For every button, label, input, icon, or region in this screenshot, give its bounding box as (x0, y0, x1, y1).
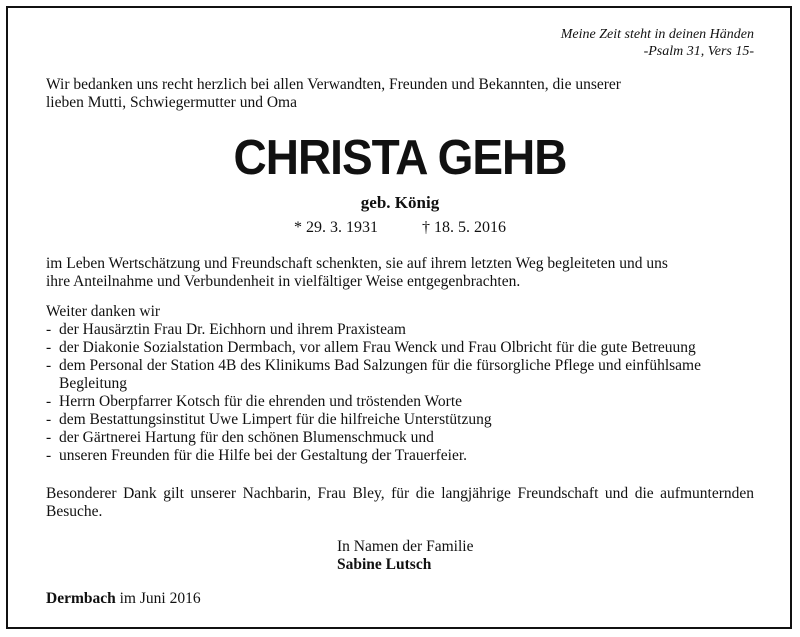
thanks-line-1: im Leben Wertschätzung und Freundschaft schenkten, sie auf ihrem letzten Weg begleiteten und uns (46, 255, 668, 272)
life-dates (0, 218, 800, 238)
list-dash: - (46, 321, 52, 338)
birth-date: * 29. 3. 1931 (294, 219, 378, 236)
list-dash: - (46, 393, 52, 410)
thanks-paragraph (46, 255, 754, 291)
list-item (46, 411, 754, 429)
list-item-text: Herrn Oberpfarrer Kotsch für die ehrenden und tröstenden Worte (59, 393, 463, 410)
intro-paragraph (46, 76, 754, 112)
further-thanks-section (46, 303, 754, 465)
list-item-text: der Diakonie Sozialstation Dermbach, vor allem Frau Wenck und Frau Olbricht für die gute Betreuung (59, 339, 696, 356)
intro-line-1: Wir bedanken uns recht herzlich bei allen Verwandten, Freunden und Bekannten, die unserer (46, 76, 621, 93)
motto-line: Meine Zeit steht in deinen Händen (560, 27, 754, 42)
list-item (46, 357, 754, 393)
list-item (46, 339, 754, 357)
date-text: im Juni 2016 (119, 590, 201, 607)
list-item-text: der Hausärztin Frau Dr. Eichhorn und ihrem Praxisteam (59, 321, 406, 338)
list-dash: - (46, 411, 52, 428)
list-dash: - (46, 357, 52, 374)
motto-reference: -Psalm 31, Vers 15- (643, 44, 754, 59)
thanks-line-2: ihre Anteilnahme und Verbundenheit in vielfältiger Weise entgegenbrachten. (46, 273, 521, 290)
list-item (46, 447, 754, 465)
list-dash: - (46, 447, 52, 464)
signature-line: In Namen der Familie (337, 538, 474, 555)
list-item-text: unseren Freunden für die Hilfe bei der Gestaltung der Trauerfeier. (59, 447, 468, 464)
list-item-text: dem Bestattungsinstitut Uwe Limpert für die hilfreiche Unterstützung (59, 411, 492, 428)
signature-block (337, 538, 473, 574)
list-item-text: dem Personal der Station 4B des Klinikums Bad Salzungen für die fürsorgliche Pflege und einfühlsame Begleitung (59, 357, 701, 392)
list-item-text: der Gärtnerei Hartung für den schönen Blumenschmuck und (59, 429, 434, 446)
further-heading: Weiter danken wir (46, 303, 161, 320)
maiden-name: geb. König (360, 193, 440, 212)
place-date (46, 590, 201, 608)
list-item (46, 321, 754, 339)
place-name: Dermbach (46, 590, 116, 607)
deceased-name: CHRISTA GEHB (233, 129, 567, 185)
signature-name: Sabine Lutsch (337, 556, 432, 573)
thanks-list (46, 321, 754, 465)
psalm-motto (561, 26, 754, 60)
list-item (46, 429, 754, 447)
special-thanks-paragraph: Besonderer Dank gilt unserer Nachbarin, Frau Bley, für die langjährige Freundschaft und die aufmunternden Besuche. (46, 485, 754, 520)
list-dash: - (46, 429, 52, 446)
intro-line-2: lieben Mutti, Schwiegermutter und Oma (46, 94, 297, 111)
list-item (46, 393, 754, 411)
list-dash: - (46, 339, 52, 356)
death-date: † 18. 5. 2016 (422, 219, 506, 236)
